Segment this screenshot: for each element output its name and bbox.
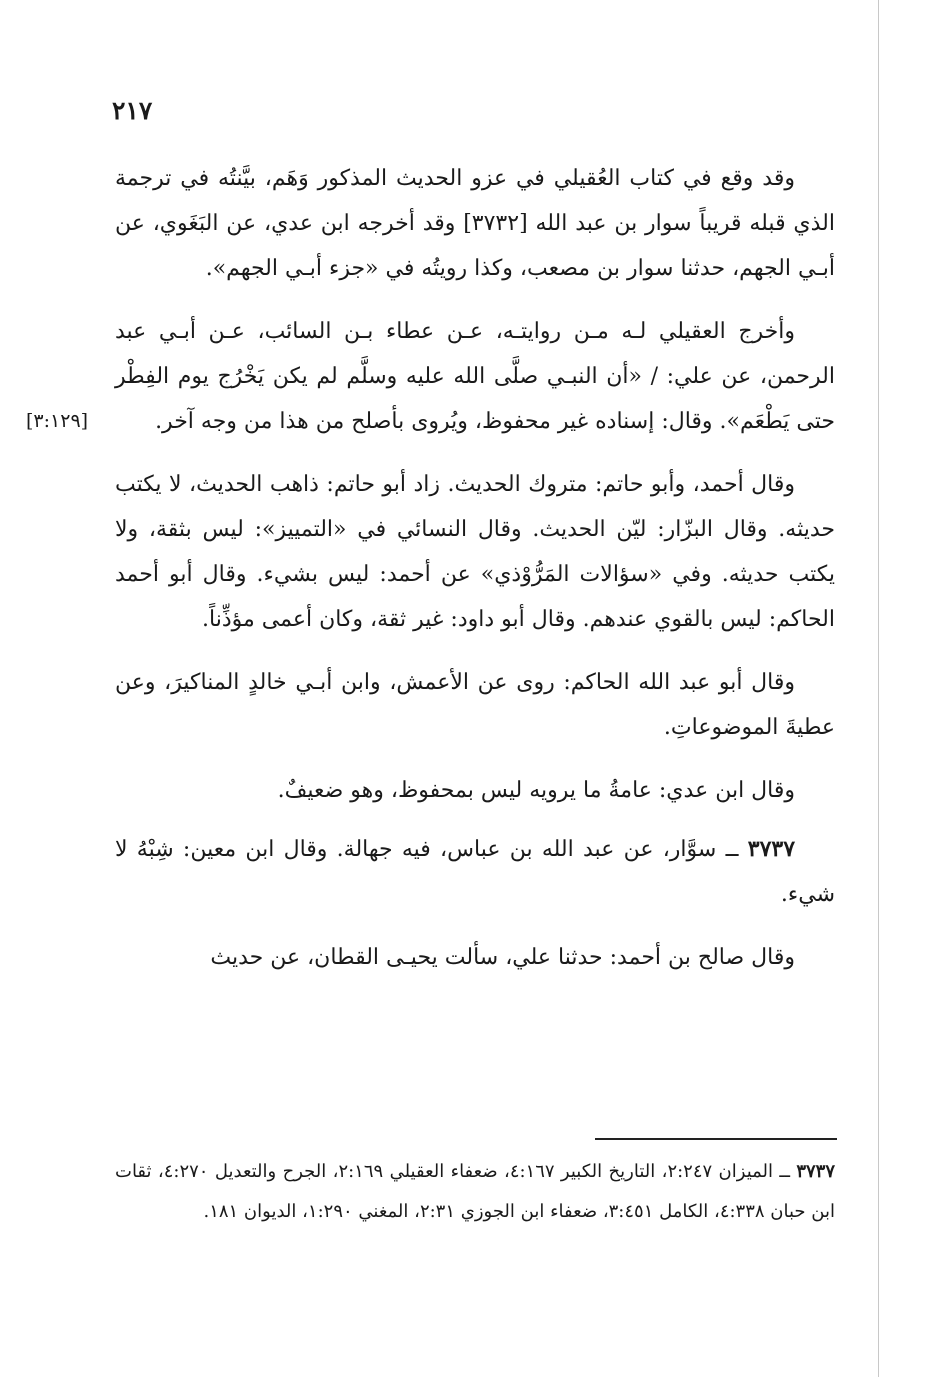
footnote-dash: ــ [779, 1161, 790, 1182]
entry-dash: ــ [725, 837, 739, 862]
footnote-divider [595, 1138, 837, 1140]
paragraph-1: وقد وقع في كتاب العُقيلي في عزو الحديث المذكور وَهَم، بيَّنتُه في ترجمة الذي قبله قريباً سوار بن عبد الله [٣٧٣٢] وقد أخرجه ابن عدي، عن البَغَوي، عن أبـي الجهم، حدثنا سوار بن مصعب، وكذا رويتُه في «جزء أبـي الجهم». [115, 166, 835, 281]
footnote-text: الميزان ٢:٢٤٧، التاريخ الكبير ٤:١٦٧، ضعفاء العقيلي ٢:١٦٩، الجرح والتعديل ٤:٢٧٠، ثقات ابن حبان ٤:٣٣٨، الكامل ٣:٤٥١، ضعفاء ابن الجوزي ٢:٣١، المغني ١:٢٩٠، الديوان ١٨١. [115, 1161, 835, 1222]
paragraph-3: وقال أحمد، وأبو حاتم: متروك الحديث. زاد أبو حاتم: ذاهب الحديث، لا يكتب حديثه. وقال البزّار: ليّن الحديث. وقال النسائي في «التمييز»: ليس بثقة، ولا يكتب حديثه. وفي «سؤالات المَرُّوْذي» عن أحمد: ليس بشيء. وقال أبو أحمد الحاكم: ليس بالقوي عندهم. وقال أبو داود: غير ثقة، وكان أعمى مؤذِّناً. [115, 472, 835, 632]
entry-number: ٣٧٣٧ [747, 836, 796, 862]
entry-text: سوَّار، عن عبد الله بن عباس، فيه جهالة. وقال ابن معين: شِبْهُ لا شيء. [115, 837, 835, 907]
page-edge-rule [878, 0, 879, 1377]
page-number: ٢١٧ [112, 96, 153, 125]
paragraph-4: وقال أبو عبد الله الحاكم: روى عن الأعمش، وابن أبـي خالدٍ المناكيرَ، وعن عطيةَ الموضوعاتِ. [115, 670, 835, 740]
entry-3737 [115, 827, 835, 917]
margin-reference: [٣:١٢٩] [26, 410, 89, 432]
paragraph-5: وقال ابن عدي: عامةُ ما يرويه ليس بمحفوظ، وهو ضعيفٌ. [277, 778, 795, 803]
main-text [115, 156, 835, 998]
paragraph-last: وقال صالح بن أحمد: حدثنا علي، سألت يحيـى القطان، عن حديث [210, 945, 795, 970]
paragraph-2: وأخرج العقيلي لـه مـن روايتـه، عـن عطاء بـن السائب، عـن أبـي عبد الرحمن، عن علي: / «أن النبـي صلَّى الله عليه وسلَّم لم يكن يَخْرُج يوم الفِطْر حتى يَطْعَم». وقال: إسناده غير محفوظ، ويُروى بأصلح من هذا من وجه آخر. [115, 319, 835, 434]
footnote-number: ٣٧٣٧ [796, 1161, 836, 1182]
footnotes [115, 1152, 835, 1232]
